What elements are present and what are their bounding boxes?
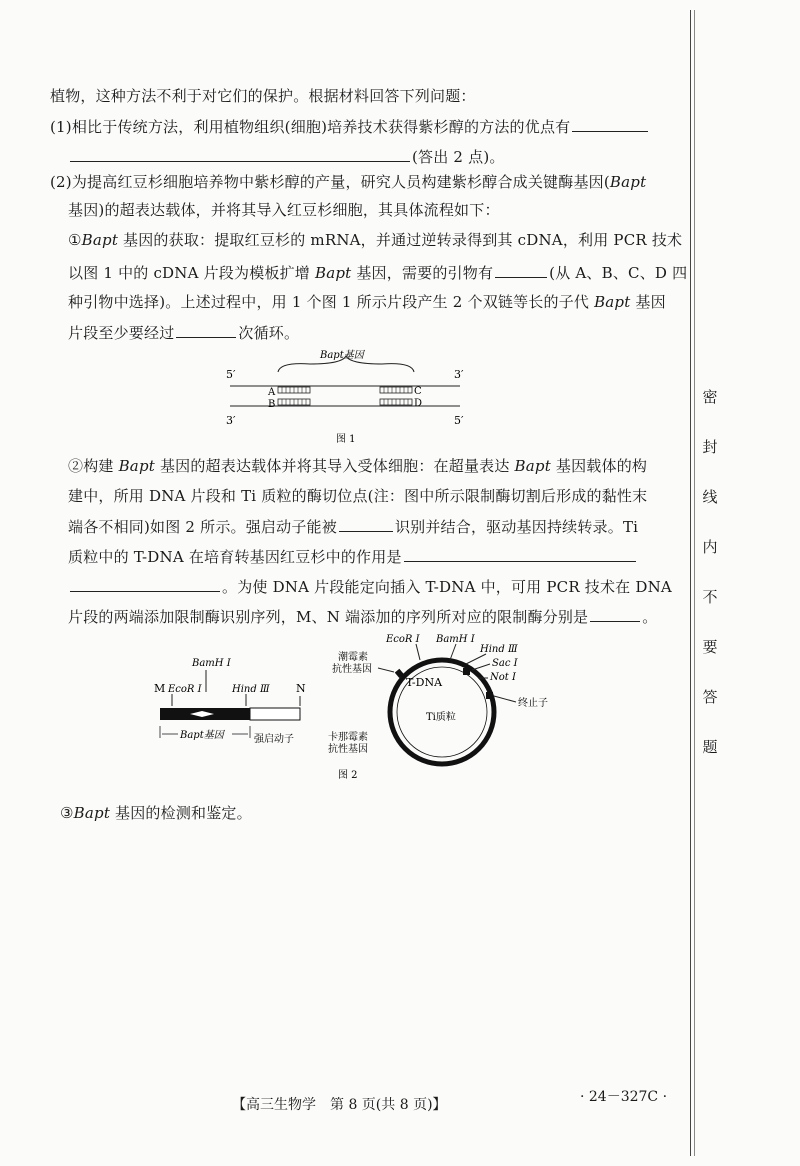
seal-char-8: 题 bbox=[702, 738, 718, 756]
fig2-terminator: 终止子 bbox=[518, 698, 548, 709]
fig2-kan-2: 抗性基因 bbox=[328, 744, 368, 755]
fig2-hyg-1: 潮霉素 bbox=[338, 652, 368, 663]
figure-1 bbox=[220, 342, 480, 448]
question-1-line-2: (答出 2 点)。 bbox=[68, 146, 505, 167]
step-2-line-6: 片段的两端添加限制酶识别序列，M、N 端添加的序列所对应的限制酶分别是 。 bbox=[68, 608, 658, 626]
fig2-hindiii-ti: Hind Ⅲ bbox=[480, 644, 518, 655]
fig2-ecori-ti: EcoR Ⅰ bbox=[386, 634, 420, 645]
fig1-gene-label: Bapt基因 bbox=[320, 350, 364, 361]
seal-char-3: 线 bbox=[702, 488, 718, 506]
fig1-primer-d-box bbox=[380, 399, 412, 405]
page-footer: 【高三生物学 第 8 页(共 8 页)】 bbox=[232, 1097, 447, 1113]
seal-margin-line bbox=[690, 10, 691, 1156]
text-line-1: 植物，这种方法不利于对它们的保护。根据材料回答下列问题： bbox=[50, 87, 476, 105]
exam-code: · 24－327C · bbox=[580, 1089, 668, 1105]
fig2-ecori-left: EcoR Ⅰ bbox=[168, 684, 202, 695]
seal-char-6: 要 bbox=[702, 638, 718, 656]
seal-char-4: 内 bbox=[702, 538, 718, 556]
answer-blank-primers[interactable] bbox=[495, 262, 547, 278]
fig2-bamhi-left: BamH Ⅰ bbox=[192, 658, 231, 669]
step-1-line-3: 种引物中选择)。上述过程中，用 1 个图 1 所示片段产生 2 个双链等长的子代 Bapt 基因 bbox=[68, 293, 666, 311]
answer-blank-promoter[interactable] bbox=[339, 516, 393, 532]
fig1-primer-c-box bbox=[380, 387, 412, 393]
fig1-caption: 图 1 bbox=[336, 434, 356, 445]
step-3-line: ③Bapt 基因的检测和鉴定。 bbox=[60, 804, 252, 822]
fig1-primer-b: B bbox=[268, 399, 276, 410]
fig1-primer-d: D bbox=[414, 398, 423, 409]
seal-char-2: 封 bbox=[702, 438, 718, 456]
fig2-strong-promoter: 强启动子 bbox=[254, 734, 294, 745]
seal-char-1: 密 bbox=[702, 388, 718, 406]
step-2-line-1: ②构建 Bapt 基因的超表达载体并将其导入受体细胞：在超量表达 Bapt 基因载体的构 bbox=[68, 457, 648, 475]
step-1-line-1: ①Bapt 基因的获取：提取红豆杉的 mRNA，并通过逆转录得到其 cDNA，利用 PCR 技术 bbox=[68, 231, 683, 249]
fig2-kan-1: 卡那霉素 bbox=[328, 732, 368, 743]
step-2-line-2: 建中，所用 DNA 片段和 Ti 质粒的酶切位点(注：图中所示限制酶切割后形成的黏性末 bbox=[68, 487, 648, 505]
fig1-5-bottom: 5′ bbox=[454, 414, 464, 427]
fig2-hyg-2: 抗性基因 bbox=[332, 664, 372, 675]
answer-blank-tdna[interactable] bbox=[404, 546, 636, 562]
fig1-primer-b-box bbox=[278, 399, 310, 405]
step-2-line-3: 端各不相同)如图 2 所示。强启动子能被 识别并结合，驱动基因持续转录。Ti bbox=[68, 518, 639, 536]
step-2-line-5: 。为使 DNA 片段能定向插入 T-DNA 中，可用 PCR 技术在 DNA bbox=[68, 576, 672, 597]
step-1-line-4: 片段至少要经过 次循环。 bbox=[68, 324, 300, 342]
fig1-5-top: 5′ bbox=[226, 368, 236, 381]
fig1-3-bottom: 3′ bbox=[226, 414, 236, 427]
question-2-line-1: (2)为提高红豆杉细胞培养物中紫杉醇的产量，研究人员构建紫杉醇合成关键酶基因(Bapt bbox=[50, 173, 647, 191]
fig2-hindiii-left: Hind Ⅲ bbox=[232, 684, 270, 695]
fig2-noti: Not Ⅰ bbox=[490, 672, 516, 683]
question-2-line-2: 基因)的超表达载体，并将其导入红豆杉细胞，其具体流程如下： bbox=[68, 201, 500, 219]
fig1-primer-a-box bbox=[278, 387, 310, 393]
fig2-ti: Ti质粒 bbox=[426, 712, 456, 723]
fig2-bapt-gene: Bapt基因 bbox=[180, 730, 224, 741]
seal-char-5: 不 bbox=[702, 588, 718, 606]
fig2-n-label: N bbox=[296, 682, 306, 695]
step-1-line-2: 以图 1 中的 cDNA 片段为模板扩增 Bapt 基因，需要的引物有 (从 A、B、C、D 四 bbox=[68, 264, 688, 282]
answer-blank-enzymes[interactable] bbox=[590, 606, 640, 622]
answer-blank-tdna-cont[interactable] bbox=[70, 576, 220, 592]
step-2-line-4: 质粒中的 T-DNA 在培育转基因红豆杉中的作用是 bbox=[68, 546, 638, 567]
answer-blank-cycles[interactable] bbox=[176, 322, 236, 338]
fig1-primer-a: A bbox=[268, 387, 276, 398]
figure-2 bbox=[150, 630, 590, 786]
fig2-tdna: T-DNA bbox=[406, 676, 443, 689]
seal-margin-line-inner bbox=[694, 10, 695, 1156]
fig2-saci: Sac Ⅰ bbox=[492, 658, 518, 669]
fig2-caption: 图 2 bbox=[338, 770, 358, 781]
fig2-promoter-segment bbox=[250, 708, 300, 720]
fig2-m-label: M bbox=[154, 682, 166, 695]
answer-blank-q1[interactable] bbox=[572, 116, 648, 132]
question-1-line-1: (1)相比于传统方法，利用植物组织(细胞)培养技术获得紫杉醇的方法的优点有 bbox=[50, 116, 650, 137]
fig2-bamhi-ti: BamH Ⅰ bbox=[436, 634, 475, 645]
fig1-primer-c: C bbox=[414, 386, 422, 397]
fig1-3-top: 3′ bbox=[454, 368, 464, 381]
seal-char-7: 答 bbox=[702, 688, 718, 706]
answer-blank-q1-cont[interactable] bbox=[70, 146, 410, 162]
